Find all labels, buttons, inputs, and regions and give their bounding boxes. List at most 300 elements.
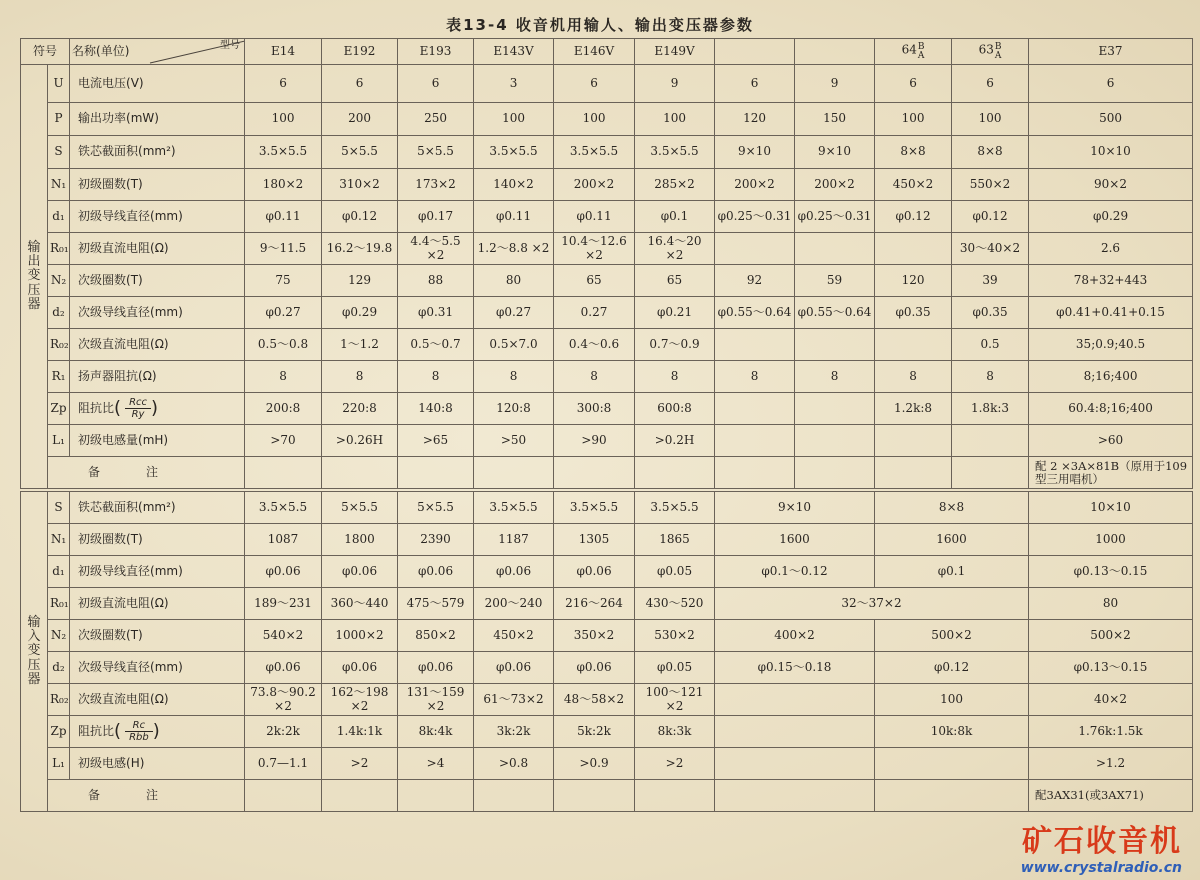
value-cell: 5×5.5: [322, 136, 398, 169]
value-cell: 140×2: [474, 169, 554, 201]
parameter-name: [70, 361, 245, 393]
value-cell: 350×2: [554, 620, 635, 652]
parameter-name: [70, 265, 245, 297]
value-cell: 8k:3k: [635, 716, 715, 748]
value-cell: >50: [474, 425, 554, 457]
merged-value-cell: φ0.12: [875, 652, 1029, 684]
merged-value-cell: [715, 716, 875, 748]
value-cell: >0.8: [474, 748, 554, 780]
value-cell: 30～40×2: [952, 233, 1029, 265]
value-cell: φ0.11: [245, 201, 322, 233]
output-remark-row: [21, 457, 1193, 489]
value-cell: 120: [875, 265, 952, 297]
value-cell: φ0.06: [322, 556, 398, 588]
value-cell: 8: [474, 361, 554, 393]
value-cell: [875, 425, 952, 457]
value-cell: 550×2: [952, 169, 1029, 201]
header-name: 名称(单位): [72, 43, 130, 58]
empty-cell: [322, 780, 398, 812]
value-cell: 0.27: [554, 297, 635, 329]
parameter-name: [70, 425, 245, 457]
value-cell: 450×2: [875, 169, 952, 201]
section-label-char: 输: [27, 239, 41, 255]
value-cell: φ0.35: [875, 297, 952, 329]
value-cell: 1800: [322, 524, 398, 556]
parameter-name: [70, 136, 245, 169]
value-cell: 8: [554, 361, 635, 393]
value-cell: 360～440: [322, 588, 398, 620]
value-cell: 200×2: [795, 169, 875, 201]
value-cell: 6: [1029, 65, 1193, 103]
parameter-name-text: 阻抗比: [78, 401, 115, 415]
parameter-name: [70, 297, 245, 329]
parameter-name-text: 初级导线直径(mm): [78, 208, 183, 223]
parameter-name-text: 初级导线直径(mm): [78, 563, 183, 578]
fraction-numerator: Rc: [125, 720, 153, 732]
parameter-name-text: 铁芯截面积(mm²): [78, 144, 176, 159]
parameter-name: [70, 684, 245, 716]
watermark-logo: [1021, 816, 1182, 876]
value-cell: 3.5×5.5: [474, 136, 554, 169]
parameter-symbol: Zp: [48, 716, 70, 748]
value-cell: 220:8: [322, 393, 398, 425]
output-row: [21, 393, 1193, 425]
output-row: [21, 265, 1193, 297]
value-cell: 1865: [635, 524, 715, 556]
value-cell: 65: [635, 265, 715, 297]
input-row: [21, 652, 1193, 684]
value-cell: 540×2: [245, 620, 322, 652]
value-cell: φ0.1: [635, 201, 715, 233]
section-label-char: 变: [27, 268, 41, 284]
remark-label: 备注: [48, 780, 245, 812]
input-row: [21, 492, 1193, 524]
value-cell: φ0.27: [245, 297, 322, 329]
value-cell: φ0.11: [554, 201, 635, 233]
value-cell: 1305: [554, 524, 635, 556]
value-cell: 75: [245, 265, 322, 297]
section-label-char: 器: [27, 671, 41, 687]
empty-cell: [795, 457, 875, 489]
merged-value-cell: φ0.1～0.12: [715, 556, 875, 588]
section-label-char: 压: [27, 282, 41, 298]
value-cell: φ0.25～0.31: [795, 201, 875, 233]
value-cell: 39: [952, 265, 1029, 297]
input_section-section-label: [21, 492, 48, 812]
section-label-char: 变: [27, 643, 41, 659]
output-row: [21, 297, 1193, 329]
value-cell: 6: [554, 65, 635, 103]
transformer-parameter-table: [20, 38, 1193, 812]
value-cell: φ0.06: [474, 652, 554, 684]
value-cell: 10×10: [1029, 136, 1193, 169]
empty-cell: [952, 457, 1029, 489]
parameter-name: [70, 492, 245, 524]
parameter-name: [70, 556, 245, 588]
value-cell: 120: [715, 103, 795, 136]
merged-value-cell: 1600: [715, 524, 875, 556]
fraction-denominator: Ry: [131, 409, 145, 420]
value-cell: φ0.27: [474, 297, 554, 329]
value-cell: φ0.13～0.15: [1029, 652, 1193, 684]
parameter-name-text: 初级圈数(T): [78, 176, 143, 191]
value-cell: 80: [1029, 588, 1193, 620]
value-cell: φ0.17: [398, 201, 474, 233]
parameter-symbol: N₂: [48, 620, 70, 652]
value-cell: 59: [795, 265, 875, 297]
value-cell: 120:8: [474, 393, 554, 425]
value-cell: 250: [398, 103, 474, 136]
value-cell: 3.5×5.5: [554, 492, 635, 524]
parameter-name-text: 铁芯截面积(mm²): [78, 499, 176, 514]
impedance-fraction: [125, 720, 153, 743]
value-cell: [795, 233, 875, 265]
value-cell: 10×10: [1029, 492, 1193, 524]
value-cell: 200:8: [245, 393, 322, 425]
output-row: [21, 103, 1193, 136]
parameter-name: [70, 329, 245, 361]
header-model: E192: [322, 39, 398, 65]
value-cell: 100: [875, 103, 952, 136]
value-cell: φ0.12: [875, 201, 952, 233]
value-cell: φ0.25～0.31: [715, 201, 795, 233]
header-model: [875, 39, 952, 65]
section-label-char: 器: [27, 296, 41, 312]
value-cell: >0.9: [554, 748, 635, 780]
parameter-symbol: d₂: [48, 297, 70, 329]
header-model: E146V: [554, 39, 635, 65]
parameter-name-text: 次级圈数(T): [78, 272, 143, 287]
paren-open: (: [114, 720, 122, 742]
header-model-number: 63: [978, 42, 994, 57]
value-cell: 6: [715, 65, 795, 103]
value-cell: 173×2: [398, 169, 474, 201]
value-cell: >4: [398, 748, 474, 780]
header-model-label: 型号: [220, 40, 241, 51]
value-cell: >2: [322, 748, 398, 780]
value-cell: 0.5×7.0: [474, 329, 554, 361]
value-cell: 73.8～90.2 ×2: [245, 684, 322, 716]
value-cell: 8k:4k: [398, 716, 474, 748]
value-cell: 1000: [1029, 524, 1193, 556]
parameter-name-text: 初级直流电阻(Ω): [78, 595, 169, 610]
parameter-symbol: d₁: [48, 556, 70, 588]
value-cell: 5×5.5: [398, 492, 474, 524]
value-cell: 189～231: [245, 588, 322, 620]
value-cell: 8×8: [875, 136, 952, 169]
value-cell: 100～121 ×2: [635, 684, 715, 716]
paren-close: ): [151, 397, 159, 419]
value-cell: 1.2k:8: [875, 393, 952, 425]
value-cell: φ0.21: [635, 297, 715, 329]
input-row: [21, 524, 1193, 556]
value-cell: φ0.12: [952, 201, 1029, 233]
value-cell: 88: [398, 265, 474, 297]
value-cell: 475～579: [398, 588, 474, 620]
value-cell: 8: [952, 361, 1029, 393]
model-suffix: [995, 43, 1002, 60]
value-cell: 100: [474, 103, 554, 136]
value-cell: 16.4～20 ×2: [635, 233, 715, 265]
value-cell: φ0.55～0.64: [715, 297, 795, 329]
parameter-name-text: 输出功率(mW): [78, 111, 159, 126]
parameter-name: [70, 393, 245, 425]
value-cell: [875, 233, 952, 265]
parameter-name: [70, 169, 245, 201]
value-cell: 0.5: [952, 329, 1029, 361]
value-cell: 9～11.5: [245, 233, 322, 265]
parameter-name: [70, 748, 245, 780]
value-cell: 5×5.5: [398, 136, 474, 169]
parameter-name: [70, 233, 245, 265]
section-label-char: 入: [27, 629, 41, 645]
parameter-symbol: R₀₁: [48, 233, 70, 265]
value-cell: 1.4k:1k: [322, 716, 398, 748]
value-cell: 6: [245, 65, 322, 103]
output-row: [21, 233, 1193, 265]
value-cell: 8: [875, 361, 952, 393]
value-cell: 1.76k:1.5k: [1029, 716, 1193, 748]
value-cell: 200×2: [715, 169, 795, 201]
merged-value-cell: [715, 748, 875, 780]
parameter-name: [70, 65, 245, 103]
value-cell: 9: [635, 65, 715, 103]
value-cell: >0.26H: [322, 425, 398, 457]
paren-open: (: [114, 397, 122, 419]
value-cell: [715, 329, 795, 361]
header-model: [715, 39, 795, 65]
value-cell: 6: [875, 65, 952, 103]
parameter-symbol: N₂: [48, 265, 70, 297]
empty-cell: [245, 457, 322, 489]
output-row: [21, 169, 1193, 201]
section-label-char: 压: [27, 657, 41, 673]
value-cell: φ0.06: [474, 556, 554, 588]
empty-cell: [398, 780, 474, 812]
value-cell: [952, 425, 1029, 457]
value-cell: 8×8: [952, 136, 1029, 169]
value-cell: 4.4～5.5 ×2: [398, 233, 474, 265]
value-cell: 500: [1029, 103, 1193, 136]
header-model: E193: [398, 39, 474, 65]
parameter-symbol: U: [48, 65, 70, 103]
empty-cell: [474, 780, 554, 812]
value-cell: φ0.06: [398, 652, 474, 684]
value-cell: 162～198 ×2: [322, 684, 398, 716]
value-cell: [875, 329, 952, 361]
empty-cell: [245, 780, 322, 812]
value-cell: 530×2: [635, 620, 715, 652]
value-cell: 285×2: [635, 169, 715, 201]
merged-value-cell: 10k:8k: [875, 716, 1029, 748]
parameter-name-text: 次级导线直径(mm): [78, 304, 183, 319]
empty-cell: [875, 457, 952, 489]
value-cell: [795, 329, 875, 361]
value-cell: 1187: [474, 524, 554, 556]
merged-value-cell: 100: [875, 684, 1029, 716]
empty-cell: [715, 780, 875, 812]
value-cell: φ0.41+0.41+0.15: [1029, 297, 1193, 329]
parameter-name-text: 初级电感量(mH): [78, 432, 169, 447]
value-cell: >0.2H: [635, 425, 715, 457]
section-label-char: 出: [27, 254, 41, 270]
impedance-fraction: [125, 397, 151, 420]
empty-cell: [554, 457, 635, 489]
watermark-url: www.crystalradio.cn: [1020, 860, 1182, 876]
parameter-symbol: d₁: [48, 201, 70, 233]
merged-value-cell: 8×8: [875, 492, 1029, 524]
value-cell: 40×2: [1029, 684, 1193, 716]
value-cell: 1.8k:3: [952, 393, 1029, 425]
parameter-name-text: 次级圈数(T): [78, 627, 143, 642]
value-cell: φ0.06: [554, 652, 635, 684]
value-cell: [715, 425, 795, 457]
parameter-symbol: R₁: [48, 361, 70, 393]
value-cell: 1000×2: [322, 620, 398, 652]
value-cell: >90: [554, 425, 635, 457]
value-cell: 48～58×2: [554, 684, 635, 716]
value-cell: 310×2: [322, 169, 398, 201]
input-row: [21, 716, 1193, 748]
value-cell: 90×2: [1029, 169, 1193, 201]
input-row: [21, 588, 1193, 620]
output-row: [21, 65, 1193, 103]
parameter-name: [70, 652, 245, 684]
watermark-text: 矿石收音机: [1022, 824, 1182, 859]
parameter-name: [70, 588, 245, 620]
value-cell: φ0.05: [635, 652, 715, 684]
parameter-name: [70, 103, 245, 136]
model-suffix-top: B: [994, 41, 1002, 52]
value-cell: 2.6: [1029, 233, 1193, 265]
parameter-name: [70, 201, 245, 233]
value-cell: φ0.11: [474, 201, 554, 233]
value-cell: 10.4～12.6 ×2: [554, 233, 635, 265]
value-cell: 100: [245, 103, 322, 136]
value-cell: 100: [635, 103, 715, 136]
value-cell: 8: [398, 361, 474, 393]
value-cell: >70: [245, 425, 322, 457]
merged-value-cell: φ0.15～0.18: [715, 652, 875, 684]
output-row: [21, 425, 1193, 457]
empty-cell: [554, 780, 635, 812]
model-suffix-bottom: A: [917, 50, 925, 61]
header-model-number: 64: [901, 42, 917, 57]
empty-cell: [635, 457, 715, 489]
header-row: [21, 39, 1193, 65]
empty-cell: [875, 780, 1029, 812]
parameter-symbol: R₀₁: [48, 588, 70, 620]
remark-note: 配3AX31(或3AX71): [1029, 780, 1193, 812]
value-cell: 92: [715, 265, 795, 297]
value-cell: >60: [1029, 425, 1193, 457]
merged-value-cell: 1600: [875, 524, 1029, 556]
merged-value-cell: 500×2: [875, 620, 1029, 652]
output-row: [21, 136, 1193, 169]
value-cell: 3.5×5.5: [635, 136, 715, 169]
value-cell: [715, 393, 795, 425]
merged-value-cell: [715, 684, 875, 716]
value-cell: 60.4:8;16;400: [1029, 393, 1193, 425]
value-cell: 6: [952, 65, 1029, 103]
parameter-name-text: 初级直流电阻(Ω): [78, 240, 169, 255]
parameter-name-text: 扬声器阻抗(Ω): [78, 368, 157, 383]
fraction-numerator: Rcc: [125, 397, 151, 409]
value-cell: 61～73×2: [474, 684, 554, 716]
header-model: E149V: [635, 39, 715, 65]
value-cell: 9×10: [715, 136, 795, 169]
value-cell: φ0.06: [322, 652, 398, 684]
header-model: [952, 39, 1029, 65]
value-cell: >2: [635, 748, 715, 780]
parameter-name-text: 初级圈数(T): [78, 531, 143, 546]
parameter-symbol: d₂: [48, 652, 70, 684]
value-cell: 6: [322, 65, 398, 103]
value-cell: >65: [398, 425, 474, 457]
parameter-symbol: L₁: [48, 748, 70, 780]
input-remark-row: [21, 780, 1193, 812]
parameter-name-text: 电流电压(V): [78, 75, 144, 90]
parameter-name-text: 次级导线直径(mm): [78, 659, 183, 674]
value-cell: 65: [554, 265, 635, 297]
value-cell: φ0.12: [322, 201, 398, 233]
value-cell: φ0.06: [245, 652, 322, 684]
value-cell: >1.2: [1029, 748, 1193, 780]
value-cell: 8: [322, 361, 398, 393]
model-suffix-bottom: A: [994, 50, 1002, 61]
value-cell: 9: [795, 65, 875, 103]
parameter-name: [70, 524, 245, 556]
value-cell: 140:8: [398, 393, 474, 425]
input-row: [21, 684, 1193, 716]
value-cell: 1～1.2: [322, 329, 398, 361]
output-row: [21, 329, 1193, 361]
empty-cell: [398, 457, 474, 489]
paren-close: ): [152, 720, 160, 742]
value-cell: 3.5×5.5: [245, 136, 322, 169]
value-cell: 131～159 ×2: [398, 684, 474, 716]
value-cell: 1.2～8.8 ×2: [474, 233, 554, 265]
value-cell: 300:8: [554, 393, 635, 425]
value-cell: 35;0.9;40.5: [1029, 329, 1193, 361]
header-model: E14: [245, 39, 322, 65]
value-cell: 1087: [245, 524, 322, 556]
parameter-symbol: N₁: [48, 169, 70, 201]
value-cell: 3.5×5.5: [245, 492, 322, 524]
empty-cell: [635, 780, 715, 812]
value-cell: 8: [795, 361, 875, 393]
section-label-char: 输: [27, 614, 41, 630]
merged-value-cell: 9×10: [715, 492, 875, 524]
value-cell: [715, 233, 795, 265]
value-cell: 5k:2k: [554, 716, 635, 748]
input-row: [21, 620, 1193, 652]
value-cell: 850×2: [398, 620, 474, 652]
value-cell: 78+32+443: [1029, 265, 1193, 297]
empty-cell: [715, 457, 795, 489]
header-symbol: 符号: [21, 39, 70, 65]
merged-value-cell: 32～37×2: [715, 588, 1029, 620]
parameter-name-text: 阻抗比: [78, 724, 115, 738]
value-cell: 8: [635, 361, 715, 393]
parameter-symbol: S: [48, 492, 70, 524]
value-cell: 3.5×5.5: [474, 492, 554, 524]
value-cell: 3.5×5.5: [635, 492, 715, 524]
value-cell: 0.5～0.8: [245, 329, 322, 361]
value-cell: 450×2: [474, 620, 554, 652]
value-cell: 430～520: [635, 588, 715, 620]
value-cell: φ0.29: [1029, 201, 1193, 233]
